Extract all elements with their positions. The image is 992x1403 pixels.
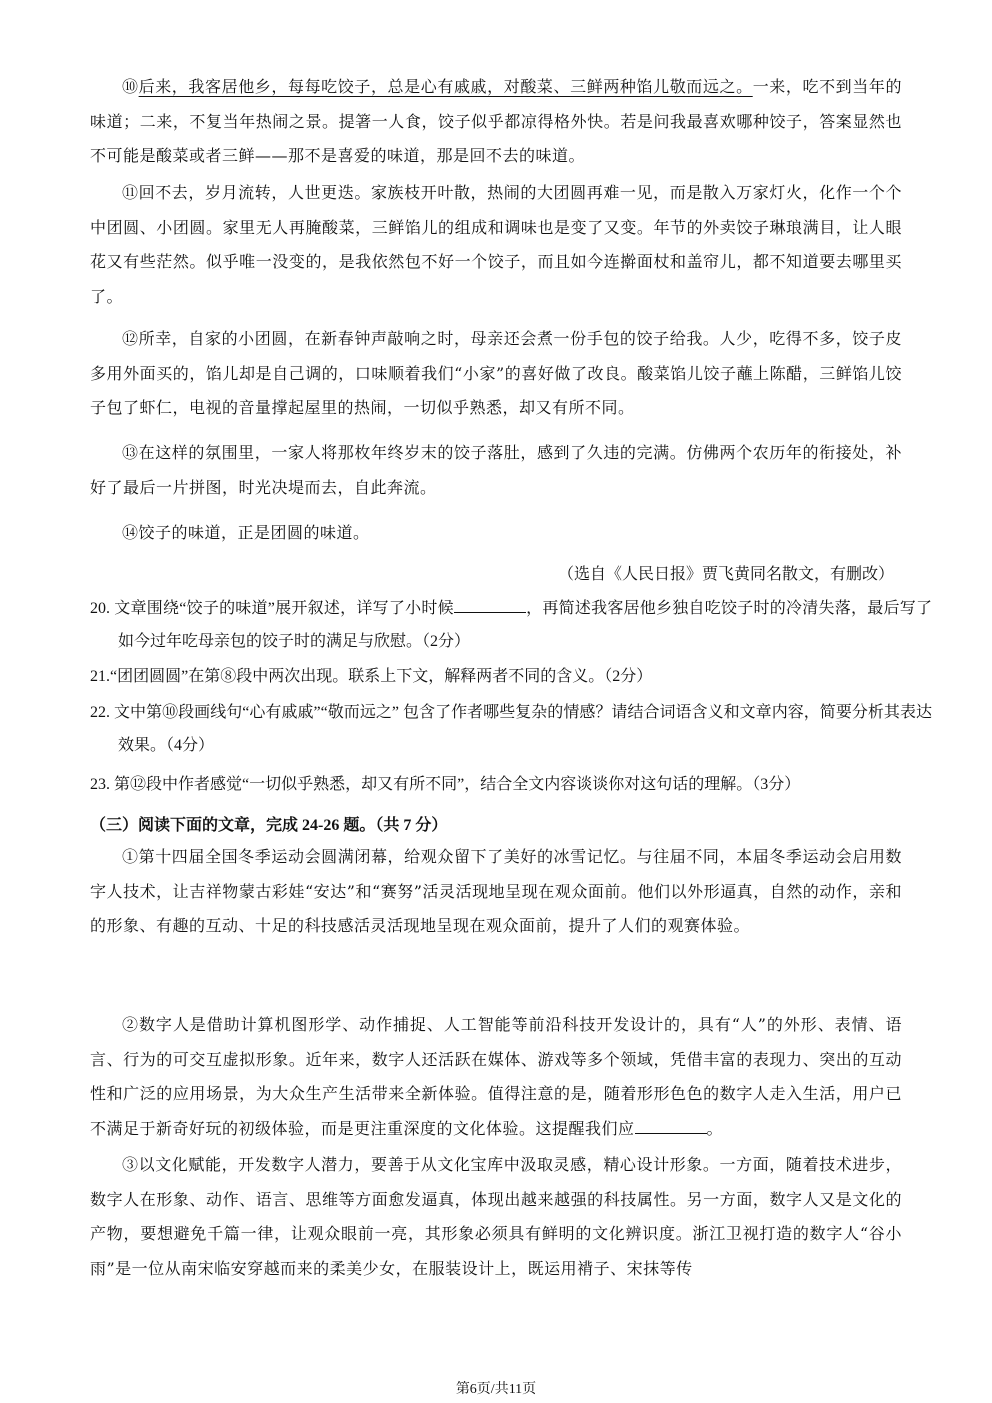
paragraph-14: ⑭饺子的味道，正是团圆的味道。 — [122, 523, 370, 542]
source-citation: （选自《人民日报》贾飞黄同名散文，有删改） — [557, 564, 894, 583]
question-20-text-b: ，再简述我客居他乡独自吃饺子时的冷清失落，最后写了如今过年吃母亲包的饺子时的满足与欣慰。（2分） — [118, 600, 932, 650]
section-3-paragraph-2 — [90, 1008, 902, 1146]
section-3-paragraph-2-text: ②数字人是借助计算机图形学、动作捕捉、人工智能等前沿科技开发设计的，具有“人”的外形、表情、语言、行为的可交互虚拟形象。近年来，数字人还活跃在媒体、游戏等多个领域，凭借丰富的表现力、突出的互动性和广泛的应用场景，为大众生产生活带来全新体验。值得注意的是，随着形形色色的数字人走入生活，用户已不满足于新奇好玩的初级体验，而是更注重深度的文化体验。这提醒我们应 — [90, 1015, 902, 1138]
underlined-sentence: 后来，我客居他乡，每每吃饺子，总是心有戚戚，对酸菜、三鲜两种馅儿敬而远之。 — [138, 77, 753, 96]
question-20-text-a: 20. 文章围绕“饺子的味道”展开叙述，详写了小时候 — [90, 600, 454, 617]
page-footer: 第6页/共11页 — [455, 1382, 537, 1397]
section-3-paragraph-1: ①第十四届全国冬季运动会圆满闭幕，给观众留下了美好的冰雪记忆。与往届不同，本届冬季运动会启用数字人技术，让吉祥物蒙古彩娃“安达”和“赛努”活灵活现地呈现在观众面前。他们以外形逼真，自然的动作，亲和的形象、有趣的互动、十足的科技感活灵活现地呈现在观众面前，提升了人们的观赛体验。 — [90, 847, 902, 935]
question-20 — [90, 592, 932, 658]
paragraph-13: ⑬在这样的氛围里，一家人将那枚年终岁末的饺子落肚，感到了久违的完满。仿佛两个农历年的衔接处，补好了最后一片拼图，时光决堤而去，自此奔流。 — [90, 443, 902, 497]
paragraph-10-rest: 一来，吃不到当年的味道；二来，不复当年热闹之景。提箸一人食，饺子似乎都凉得格外快。若是问我最喜欢哪种饺子，答案显然也不可能是酸菜或者三鲜——那不是喜爱的味道，那是回不去的味道。 — [90, 77, 902, 165]
question-23: 23. 第⑫段中作者感觉“一切似乎熟悉，却又有所不同”，结合全文内容谈谈你对这句话的理解。（3分） — [90, 776, 801, 793]
answer-blank[interactable] — [635, 1119, 707, 1134]
paragraph-number: ⑩ — [122, 77, 139, 96]
section-3-title: （三）阅读下面的文章，完成 24-26 题。（共 7 分） — [90, 817, 448, 834]
section-3-paragraph-2-end: 。 — [706, 1118, 724, 1138]
answer-blank[interactable] — [454, 598, 526, 613]
question-22: 22. 文中第⑩段画线句“心有戚戚”“敬而远之” 包含了作者哪些复杂的情感？请结合词语含义和文章内容，简要分析其表达效果。（4分） — [90, 704, 932, 754]
paragraph-12: ⑫所幸，自家的小团圆，在新春钟声敲响之时，母亲还会煮一份手包的饺子给我。人少，吃得不多，饺子皮多用外面买的，馅儿却是自己调的，口味顺着我们“小家”的喜好做了改良。酸菜馅儿饺子蘸上陈醋，三鲜馅儿饺子包了虾仁，电视的音量撑起屋里的热闹，一切似乎熟悉，却又有所不同。 — [90, 329, 902, 417]
paragraph-11: ⑪回不去，岁月流转，人世更迭。家族枝开叶散，热闹的大团圆再难一见，而是散入万家灯火，化作一个个中团圆、小团圆。家里无人再腌酸菜，三鲜馅儿的组成和调味也是变了又变。年节的外卖饺子琳琅满目，让人眼花又有些茫然。似乎唯一没变的，是我依然包不好一个饺子，而且如今连擀面杖和盖帘儿，都不知道要去哪里买了。 — [90, 183, 902, 306]
question-21: 21.“团团圆圆”在第⑧段中两次出现。联系上下文，解释两者不同的含义。（2分） — [90, 668, 653, 685]
section-3-paragraph-3: ③以文化赋能，开发数字人潜力，要善于从文化宝库中汲取灵感，精心设计形象。一方面，随着技术进步，数字人在形象、动作、语言、思维等方面愈发逼真，体现出越来越强的科技属性。另一方面，数字人又是文化的产物，要想避免千篇一律，让观众眼前一亮，其形象必须具有鲜明的文化辨识度。浙江卫视打造的数字人“谷小雨”是一位从南宋临安穿越而来的柔美少女，在服装设计上，既运用褙子、宋抹等传 — [90, 1155, 902, 1278]
paragraph-10 — [90, 70, 902, 174]
